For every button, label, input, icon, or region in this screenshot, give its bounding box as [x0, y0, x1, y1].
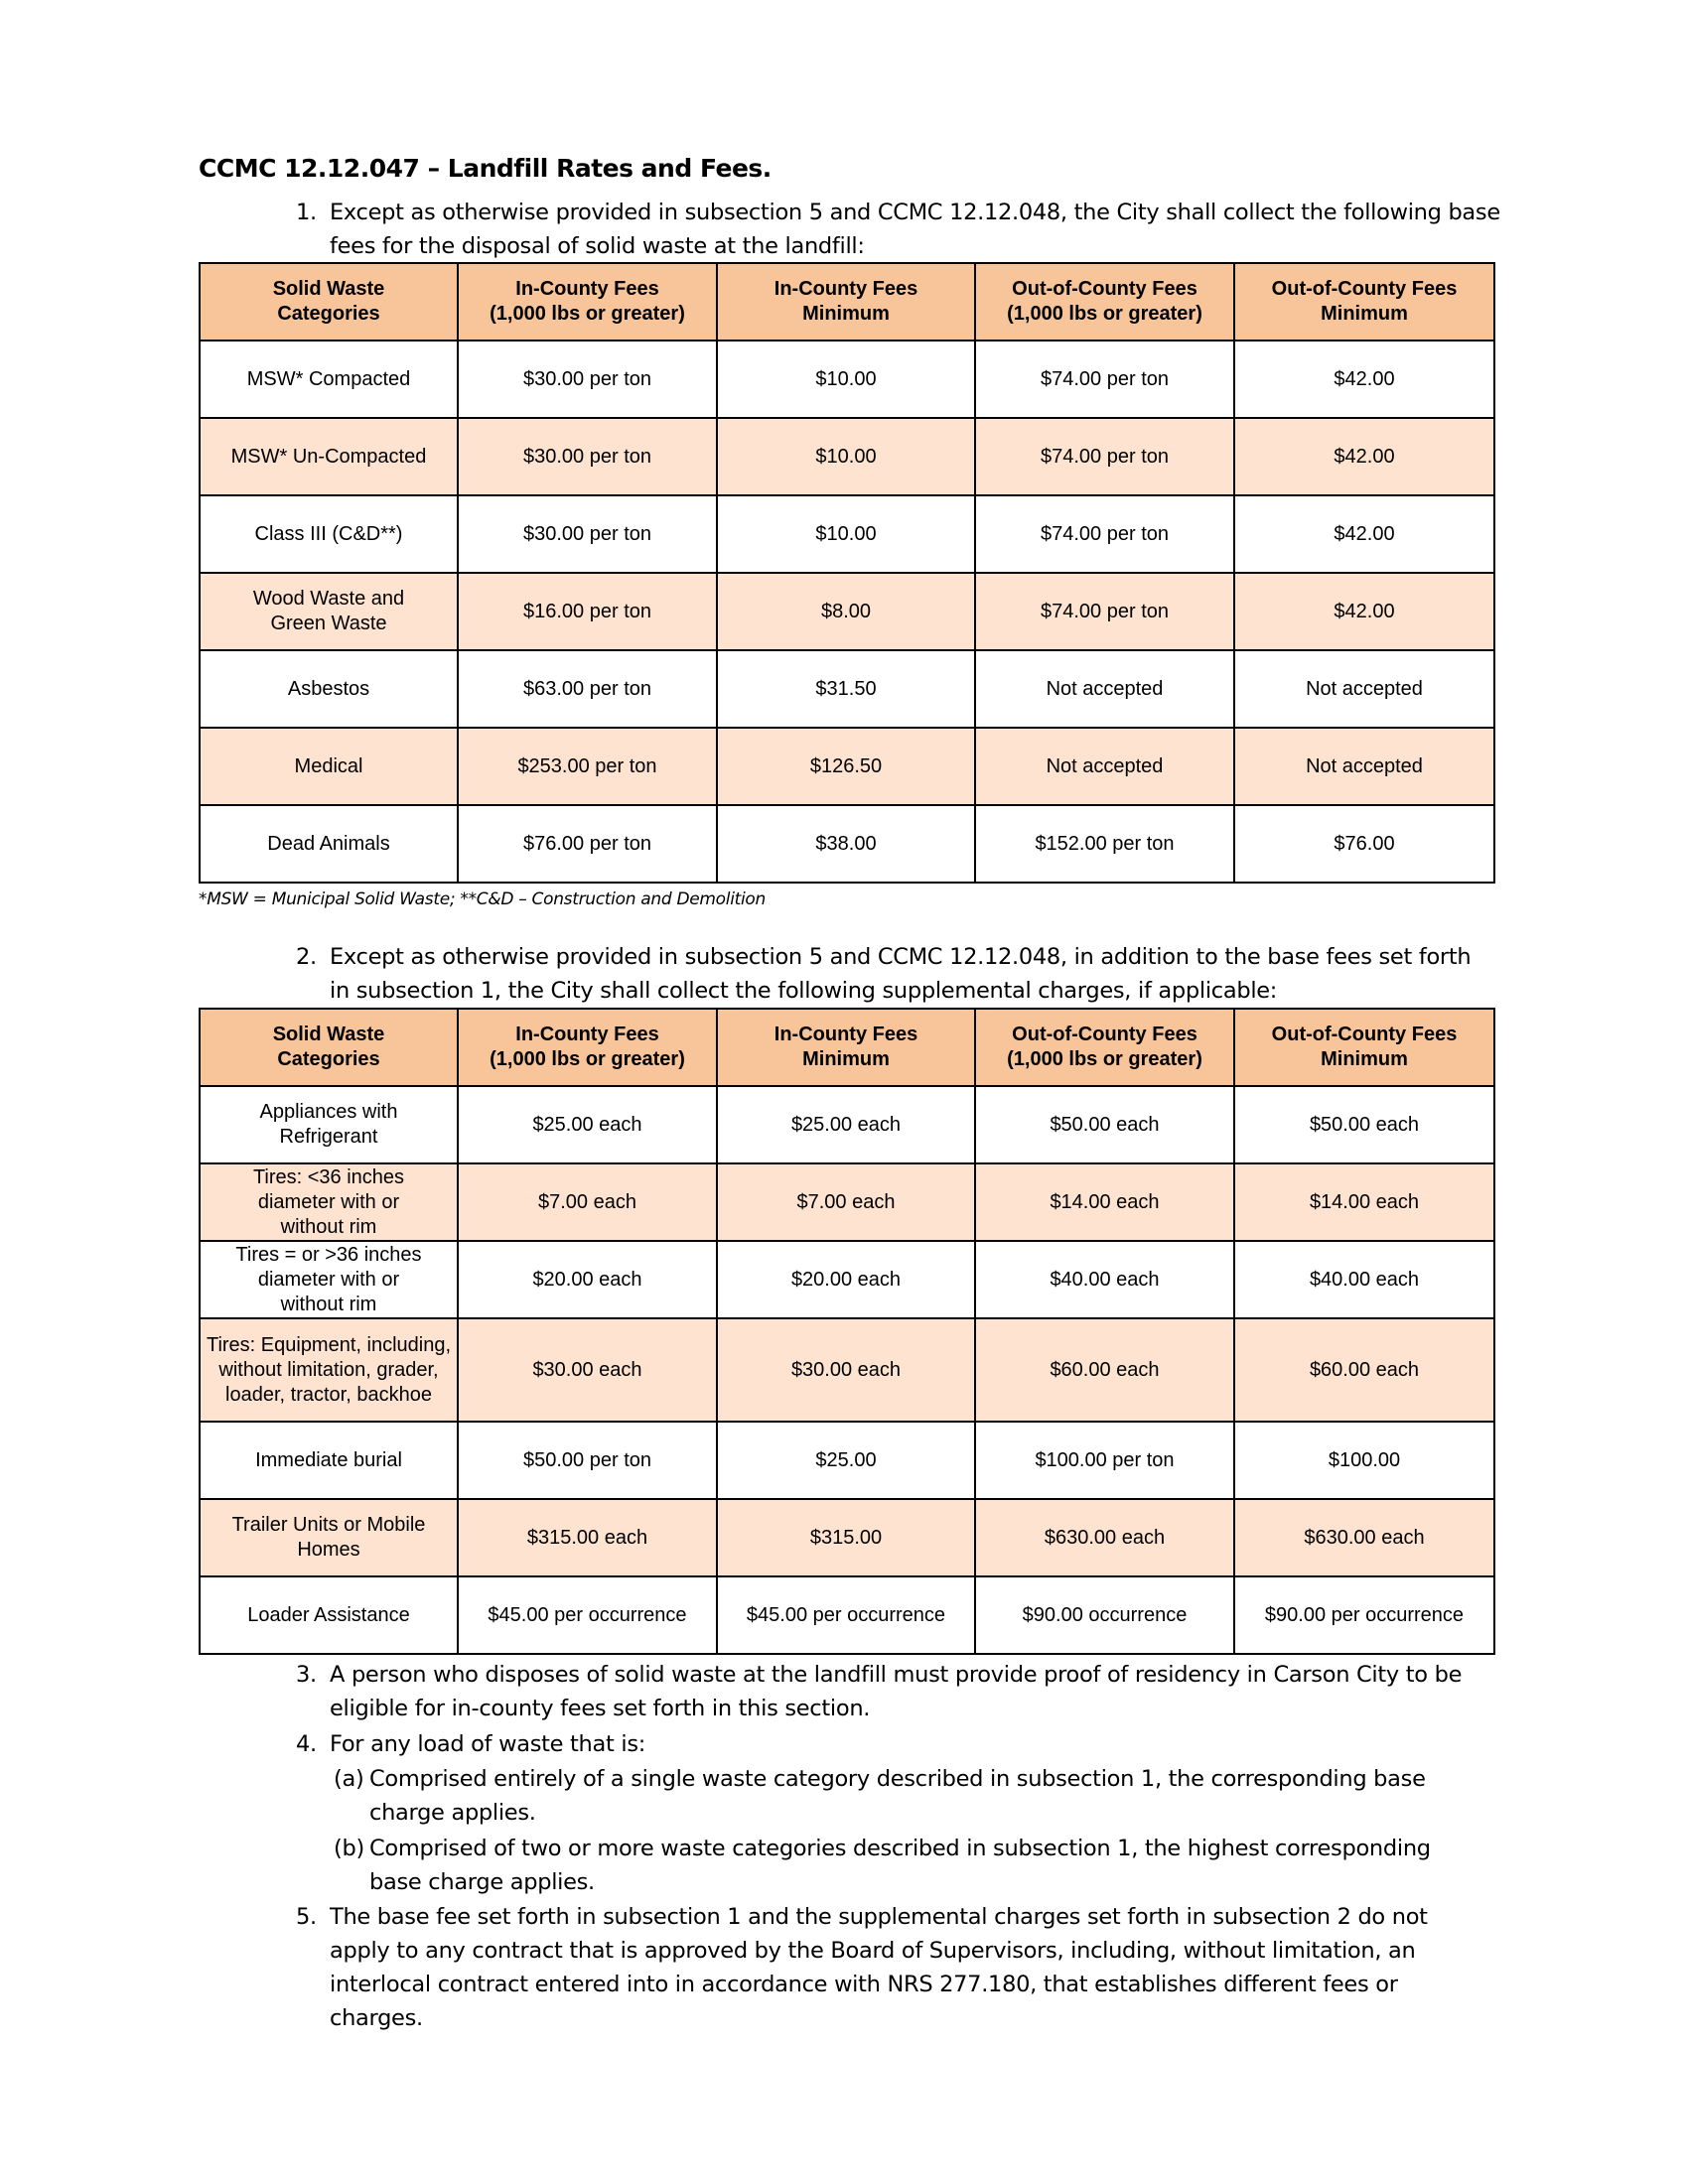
- paragraph-number: 4.: [296, 1731, 317, 1757]
- paragraph-number: 1.: [296, 200, 317, 225]
- paragraph-line: For any load of waste that is:: [330, 1731, 646, 1757]
- subparagraph-b: [334, 1832, 1431, 1899]
- column-header: In-County Fees Minimum: [717, 1009, 975, 1086]
- table-row: [200, 1499, 1494, 1576]
- fee-cell: $63.00 per ton: [458, 650, 717, 728]
- category-cell: MSW* Compacted: [200, 341, 458, 418]
- subparagraph-label: (a): [334, 1766, 364, 1792]
- fee-cell: $10.00: [717, 495, 975, 573]
- table-header-row: [200, 1009, 1494, 1086]
- fee-cell: $42.00: [1234, 341, 1494, 418]
- table-row: [200, 1422, 1494, 1499]
- table-header-row: [200, 263, 1494, 341]
- paragraph-line: charge applies.: [369, 1800, 536, 1826]
- fee-cell: $40.00 each: [1234, 1241, 1494, 1318]
- category-cell: Tires: <36 inches diameter with or without rim: [200, 1163, 458, 1241]
- fee-cell: $30.00 each: [458, 1318, 717, 1422]
- paragraph-number: 5.: [296, 1904, 317, 1930]
- fee-cell: $90.00 occurrence: [975, 1576, 1234, 1654]
- column-header: Out-of-County Fees Minimum: [1234, 263, 1494, 341]
- paragraph-5: [296, 1900, 1428, 2035]
- column-header: Out-of-County Fees (1,000 lbs or greater): [975, 263, 1234, 341]
- fee-cell: $100.00 per ton: [975, 1422, 1234, 1499]
- fee-cell: $25.00 each: [458, 1086, 717, 1163]
- fee-cell: $31.50: [717, 650, 975, 728]
- paragraph-4: [296, 1727, 646, 1761]
- subparagraph-label: (b): [334, 1836, 364, 1861]
- fee-cell: $253.00 per ton: [458, 728, 717, 805]
- category-cell: MSW* Un-Compacted: [200, 418, 458, 495]
- column-header: Solid Waste Categories: [200, 263, 458, 341]
- column-header: Out-of-County Fees Minimum: [1234, 1009, 1494, 1086]
- table-row: [200, 1163, 1494, 1241]
- category-cell: Loader Assistance: [200, 1576, 458, 1654]
- fee-cell: $20.00 each: [717, 1241, 975, 1318]
- section-heading: CCMC 12.12.047 – Landfill Rates and Fees.: [199, 154, 772, 183]
- fee-cell: $74.00 per ton: [975, 418, 1234, 495]
- fee-cell: $30.00 per ton: [458, 495, 717, 573]
- table-row: [200, 1318, 1494, 1422]
- fee-cell: $40.00 each: [975, 1241, 1234, 1318]
- fee-cell: $60.00 each: [975, 1318, 1234, 1422]
- paragraph-line: Except as otherwise provided in subsection 5 and CCMC 12.12.048, in addition to the base fees set forth: [330, 944, 1472, 970]
- fee-cell: $50.00 per ton: [458, 1422, 717, 1499]
- fee-cell: $8.00: [717, 573, 975, 650]
- fee-cell: $152.00 per ton: [975, 805, 1234, 883]
- table-row: [200, 728, 1494, 805]
- category-cell: Immediate burial: [200, 1422, 458, 1499]
- fee-cell: $42.00: [1234, 418, 1494, 495]
- fee-cell: Not accepted: [975, 650, 1234, 728]
- paragraph-line: interlocal contract entered into in accordance with NRS 277.180, that establishes different fees or: [330, 1972, 1398, 1997]
- fee-cell: $30.00 each: [717, 1318, 975, 1422]
- base-fees-table: [199, 262, 1495, 884]
- fee-cell: $50.00 each: [975, 1086, 1234, 1163]
- category-cell: Dead Animals: [200, 805, 458, 883]
- table-row: [200, 650, 1494, 728]
- column-header: Out-of-County Fees (1,000 lbs or greater): [975, 1009, 1234, 1086]
- paragraph-3: [296, 1658, 1463, 1725]
- table-row: [200, 341, 1494, 418]
- fee-cell: $25.00: [717, 1422, 975, 1499]
- fee-cell: Not accepted: [1234, 650, 1494, 728]
- category-cell: Tires: Equipment, including, without limitation, grader, loader, tractor, backhoe: [200, 1318, 458, 1422]
- fee-cell: $76.00: [1234, 805, 1494, 883]
- fee-cell: $126.50: [717, 728, 975, 805]
- table-row: [200, 573, 1494, 650]
- fee-cell: $16.00 per ton: [458, 573, 717, 650]
- fee-cell: $45.00 per occurrence: [458, 1576, 717, 1654]
- category-cell: Trailer Units or Mobile Homes: [200, 1499, 458, 1576]
- column-header: In-County Fees (1,000 lbs or greater): [458, 1009, 717, 1086]
- subparagraph-a: [334, 1762, 1426, 1830]
- fee-cell: $315.00 each: [458, 1499, 717, 1576]
- fee-cell: $7.00 each: [717, 1163, 975, 1241]
- category-cell: Tires = or >36 inches diameter with or without rim: [200, 1241, 458, 1318]
- fee-cell: $60.00 each: [1234, 1318, 1494, 1422]
- paragraph-line: A person who disposes of solid waste at the landfill must provide proof of residency in Carson City to be: [330, 1662, 1463, 1688]
- fee-cell: $14.00 each: [975, 1163, 1234, 1241]
- fee-cell: $74.00 per ton: [975, 495, 1234, 573]
- supplemental-charges-table: [199, 1008, 1495, 1655]
- paragraph-line: in subsection 1, the City shall collect the following supplemental charges, if applicable:: [330, 978, 1278, 1004]
- table-row: [200, 495, 1494, 573]
- fee-cell: $74.00 per ton: [975, 341, 1234, 418]
- fee-cell: $90.00 per occurrence: [1234, 1576, 1494, 1654]
- column-header: In-County Fees Minimum: [717, 263, 975, 341]
- fee-cell: $38.00: [717, 805, 975, 883]
- fee-cell: $10.00: [717, 418, 975, 495]
- fee-cell: $42.00: [1234, 495, 1494, 573]
- fee-cell: $20.00 each: [458, 1241, 717, 1318]
- paragraph-line: The base fee set forth in subsection 1 and the supplemental charges set forth in subsection 2 do not: [330, 1904, 1428, 1930]
- fee-cell: $100.00: [1234, 1422, 1494, 1499]
- paragraph-line: fees for the disposal of solid waste at the landfill:: [330, 233, 865, 259]
- category-cell: Wood Waste and Green Waste: [200, 573, 458, 650]
- fee-cell: $315.00: [717, 1499, 975, 1576]
- fee-cell: $10.00: [717, 341, 975, 418]
- fee-cell: Not accepted: [1234, 728, 1494, 805]
- paragraph-line: Comprised of two or more waste categories described in subsection 1, the highest corresponding: [369, 1836, 1431, 1861]
- fee-cell: $45.00 per occurrence: [717, 1576, 975, 1654]
- table-row: [200, 1241, 1494, 1318]
- fee-cell: $7.00 each: [458, 1163, 717, 1241]
- fee-cell: $76.00 per ton: [458, 805, 717, 883]
- paragraph-2: [296, 940, 1472, 1008]
- fee-cell: $42.00: [1234, 573, 1494, 650]
- fee-cell: $25.00 each: [717, 1086, 975, 1163]
- fee-cell: $30.00 per ton: [458, 341, 717, 418]
- fee-cell: $14.00 each: [1234, 1163, 1494, 1241]
- category-cell: Medical: [200, 728, 458, 805]
- paragraph-line: eligible for in-county fees set forth in this section.: [330, 1696, 871, 1721]
- table-row: [200, 805, 1494, 883]
- paragraph-line: Except as otherwise provided in subsection 5 and CCMC 12.12.048, the City shall collect the following base: [330, 200, 1500, 225]
- paragraph-line: Comprised entirely of a single waste category described in subsection 1, the corresponding base: [369, 1766, 1426, 1792]
- category-cell: Appliances with Refrigerant: [200, 1086, 458, 1163]
- fee-cell: $30.00 per ton: [458, 418, 717, 495]
- category-cell: Class III (C&D**): [200, 495, 458, 573]
- category-cell: Asbestos: [200, 650, 458, 728]
- table-row: [200, 418, 1494, 495]
- table-row: [200, 1576, 1494, 1654]
- paragraph-1: [296, 196, 1500, 263]
- table-footnote: *MSW = Municipal Solid Waste; **C&D – Construction and Demolition: [199, 889, 766, 909]
- column-header: In-County Fees (1,000 lbs or greater): [458, 263, 717, 341]
- paragraph-number: 3.: [296, 1662, 317, 1688]
- fee-cell: $630.00 each: [975, 1499, 1234, 1576]
- fee-cell: Not accepted: [975, 728, 1234, 805]
- fee-cell: $74.00 per ton: [975, 573, 1234, 650]
- fee-cell: $630.00 each: [1234, 1499, 1494, 1576]
- paragraph-line: charges.: [330, 2005, 423, 2031]
- paragraph-number: 2.: [296, 944, 317, 970]
- fee-cell: $50.00 each: [1234, 1086, 1494, 1163]
- paragraph-line: apply to any contract that is approved by the Board of Supervisors, including, without limitation, an: [330, 1938, 1416, 1964]
- column-header: Solid Waste Categories: [200, 1009, 458, 1086]
- table-row: [200, 1086, 1494, 1163]
- paragraph-line: base charge applies.: [369, 1869, 595, 1895]
